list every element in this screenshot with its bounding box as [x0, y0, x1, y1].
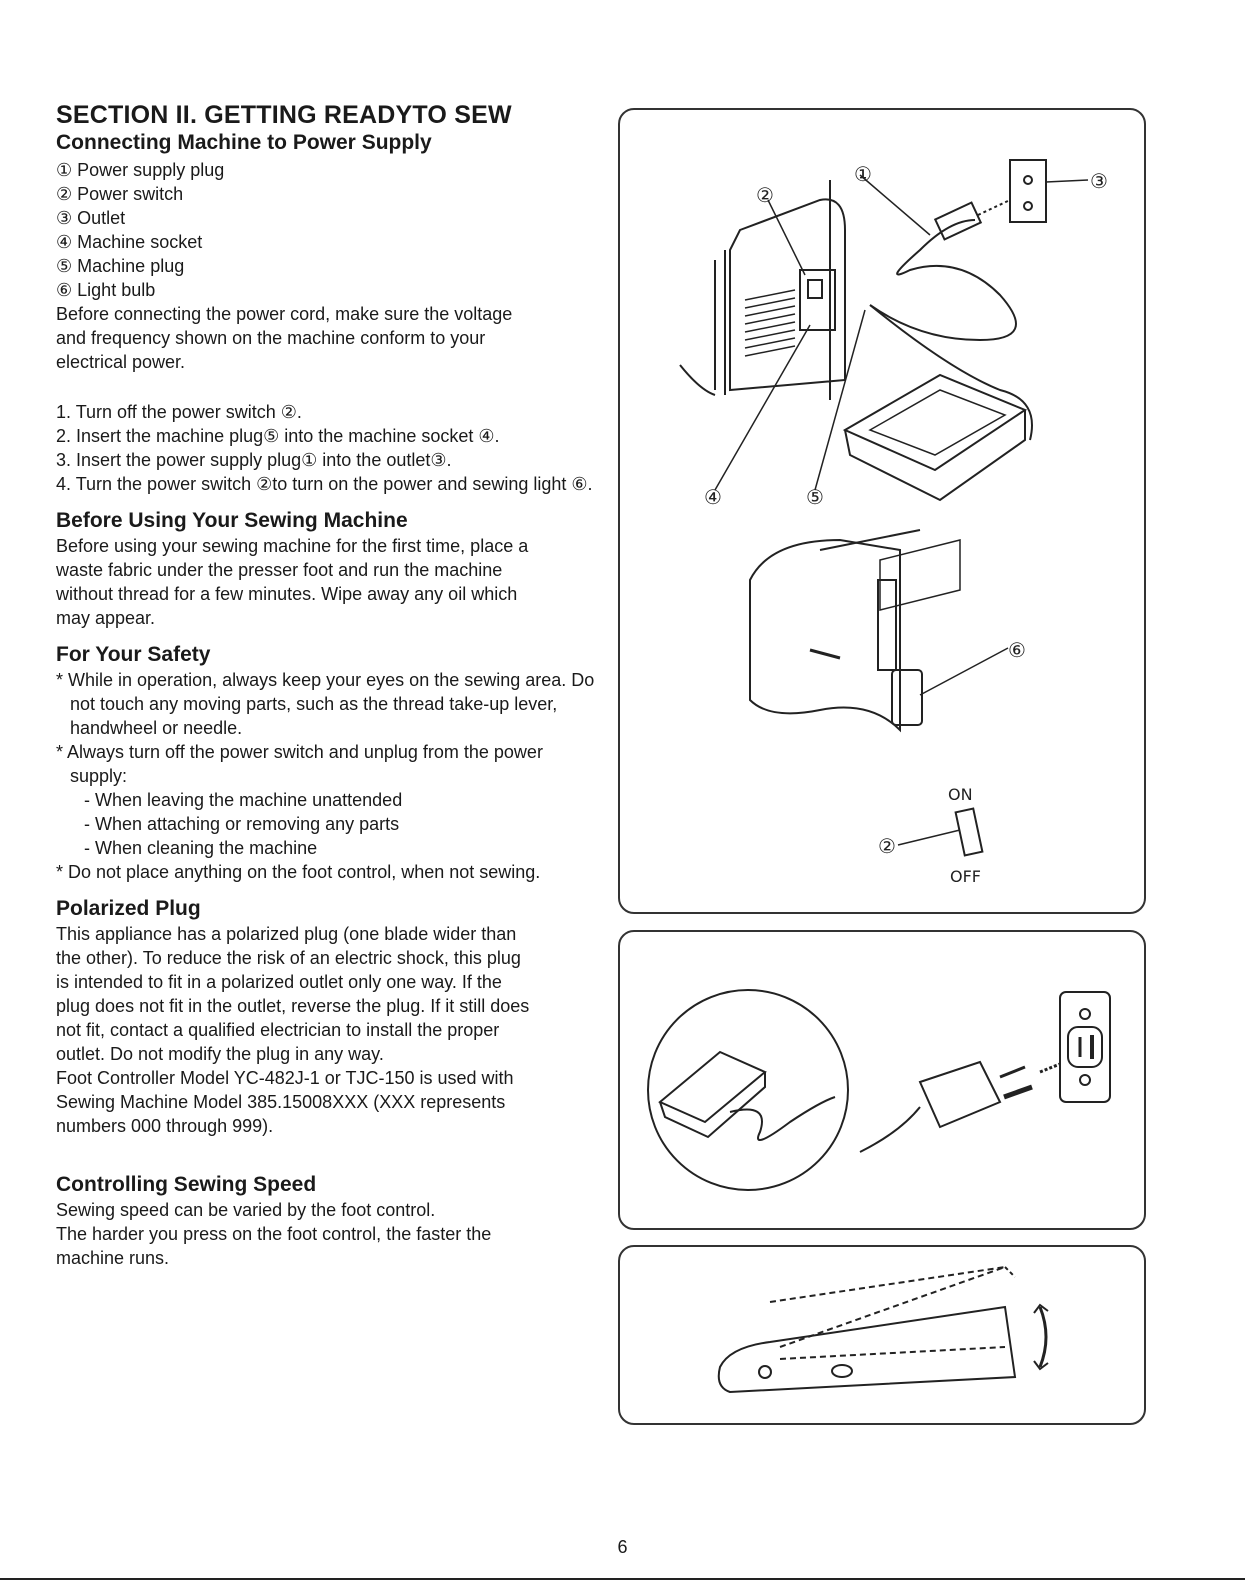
before-using-section — [56, 508, 596, 630]
body-line: numbers 000 through 999). — [56, 1116, 274, 1136]
safety-heading: For Your Safety — [56, 643, 211, 666]
wall-outlet-icon — [1010, 160, 1046, 222]
polarized-heading: Polarized Plug — [56, 897, 201, 920]
left-column — [56, 100, 596, 1270]
before-using-heading: Before Using Your Sewing Machine — [56, 509, 408, 532]
body-line: Sewing speed can be varied by the foot control. — [56, 1200, 436, 1220]
legend-label: Machine plug — [77, 256, 185, 276]
legend-item — [56, 230, 596, 254]
step-item: 1. Turn off the power switch ②. — [56, 402, 302, 422]
legend-number: ② — [56, 184, 73, 204]
intro-line: and frequency shown on the machine conform to your — [56, 328, 486, 348]
safety-sub-item: - When attaching or removing any parts — [84, 814, 400, 834]
connection-illustration — [620, 110, 1144, 912]
step-item: 3. Insert the power supply plug① into the outlet③. — [56, 450, 452, 470]
body-line: without thread for a few minutes. Wipe away any oil which — [56, 584, 518, 604]
connection-steps — [56, 400, 596, 496]
legend-item — [56, 206, 596, 230]
bottom-rule — [0, 1578, 1245, 1580]
foot-control-speed-illustration — [620, 1247, 1144, 1423]
legend-label: Light bulb — [77, 280, 156, 300]
body-line: Before using your sewing machine for the first time, place a — [56, 536, 529, 556]
safety-section — [56, 642, 596, 884]
connecting-heading: Connecting Machine to Power Supply — [56, 131, 432, 154]
press-arrow-icon — [1040, 1307, 1046, 1367]
safety-bullet-text: * Always turn off the power switch and unplug from the power supply: — [56, 742, 543, 786]
arrow-icon — [810, 650, 840, 658]
body-line: This appliance has a polarized plug (one blade wider than — [56, 924, 517, 944]
callout-6: ⑥ — [1008, 638, 1026, 662]
safety-bullet: * While in operation, always keep your eyes on the sewing area. Do not touch any moving parts, such as the thread take-up lever, handwheel or needle. — [56, 670, 595, 738]
safety-bullet: * Do not place anything on the foot control, when not sewing. — [56, 862, 541, 882]
legend-label: Machine socket — [77, 232, 203, 252]
foot-control-circle-icon — [648, 990, 848, 1190]
safety-sub-list — [70, 788, 596, 860]
body-line: Sewing Machine Model 385.15008XXX (XXX represents — [56, 1092, 506, 1112]
page-number: 6 — [617, 1537, 628, 1557]
switch-off-label: OFF — [950, 867, 981, 886]
figure-panel-connection — [618, 108, 1146, 914]
callout-2-switch: ② — [878, 834, 896, 858]
legend-item — [56, 182, 596, 206]
legend-number: ④ — [56, 232, 73, 252]
body-line: the other). To reduce the risk of an electric shock, this plug — [56, 948, 521, 968]
speed-section — [56, 1172, 596, 1270]
body-line: not fit, contact a qualified electrician to install the proper — [56, 1020, 500, 1040]
body-line: machine runs. — [56, 1248, 170, 1268]
body-line: waste fabric under the presser foot and run the machine — [56, 560, 503, 580]
polarized-section — [56, 896, 596, 1138]
body-line: may appear. — [56, 608, 156, 628]
legend-item — [56, 158, 596, 182]
body-line: Foot Controller Model YC-482J-1 or TJC-150 is used with — [56, 1068, 514, 1088]
body-line: The harder you press on the foot control, the faster the — [56, 1224, 492, 1244]
callout-4: ④ — [704, 485, 722, 509]
power-switch-icon — [956, 809, 983, 856]
callout-2: ② — [756, 183, 774, 207]
body-line: is intended to fit in a polarized outlet only one way. If the — [56, 972, 502, 992]
legend-label: Power switch — [77, 184, 184, 204]
safety-bullets — [56, 668, 596, 884]
legend-label: Outlet — [77, 208, 126, 228]
callout-1: ① — [854, 162, 872, 186]
legend-item — [56, 278, 596, 302]
intro-line: electrical power. — [56, 352, 186, 372]
step-item: 2. Insert the machine plug⑤ into the machine socket ④. — [56, 426, 500, 446]
legend-number: ① — [56, 160, 73, 180]
foot-control-button-icon — [832, 1365, 852, 1377]
intro-line: Before connecting the power cord, make sure the voltage — [56, 304, 513, 324]
insert-arrow-icon — [1040, 1064, 1060, 1072]
polarized-plug-icon — [920, 1062, 1000, 1127]
polarized-plug-illustration — [620, 932, 1144, 1228]
body-line: outlet. Do not modify the plug in any way. — [56, 1044, 384, 1064]
vent-lines-icon — [745, 290, 795, 356]
machine-body-icon — [730, 180, 845, 400]
foot-control-small-icon — [660, 1052, 765, 1122]
step-item: 4. Turn the power switch ②to turn on the power and sewing light ⑥. — [56, 474, 593, 494]
connecting-intro — [56, 302, 596, 374]
figure-panel-foot-control — [618, 1245, 1146, 1425]
section-title: SECTION II. GETTING READYTO SEW — [56, 101, 512, 129]
safety-sub-item: - When cleaning the machine — [84, 838, 318, 858]
speed-heading: Controlling Sewing Speed — [56, 1173, 317, 1196]
switch-on-label: ON — [948, 785, 973, 804]
light-bulb-icon — [892, 670, 922, 725]
body-line: plug does not fit in the outlet, reverse the plug. If it still does — [56, 996, 530, 1016]
legend-number: ③ — [56, 208, 73, 228]
legend-item — [56, 254, 596, 278]
callout-3: ③ — [1090, 169, 1108, 193]
callout-5: ⑤ — [806, 485, 824, 509]
legend-label: Power supply plug — [77, 160, 225, 180]
legend-number: ⑤ — [56, 256, 73, 276]
safety-bullet — [56, 740, 596, 860]
figure-panel-polarized-plug — [618, 930, 1146, 1230]
safety-sub-item: - When leaving the machine unattended — [84, 790, 403, 810]
parts-legend — [56, 158, 596, 302]
legend-number: ⑥ — [56, 280, 73, 300]
